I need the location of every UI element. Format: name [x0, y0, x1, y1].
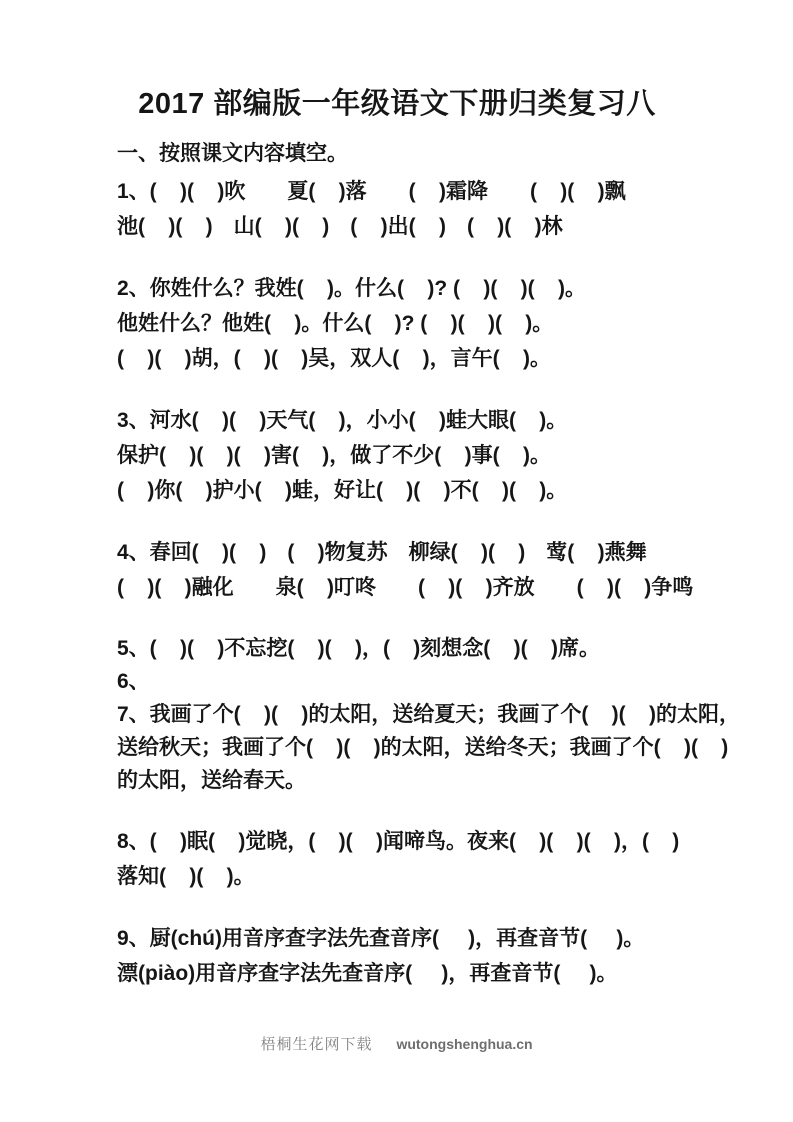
question-2-line-2: 他姓什么？他姓( )。什么( )? ( )( )( )。	[117, 312, 554, 335]
question-2	[117, 271, 677, 376]
question-4-line-1: 4、春回( )( ) ( )物复苏 柳绿( )( ) 莺( )燕舞	[117, 541, 647, 564]
question-5-line-1: 5、( )( )不忘挖( )( )，( )刻想念( )( )席。	[117, 637, 600, 660]
footer-site-name: 梧桐生花网下载	[260, 1037, 373, 1053]
question-3-line-1: 3、河水( )( )天气( )，小小( )蛙大眼( )。	[117, 409, 568, 432]
question-3	[117, 403, 677, 508]
question-2-line-1: 2、你姓什么？我姓( )。什么( )? ( )( )( )。	[117, 277, 586, 300]
question-8-line-1: 8、( )眠( )觉晓，( )( )闻啼鸟。夜来( )( )( )，( )	[117, 830, 680, 853]
question-1-line-1: 1、( )( )吹 夏( )落 ( )霜降 ( )( )飘	[117, 180, 626, 203]
question-1	[117, 174, 677, 244]
document-body	[117, 84, 740, 991]
question-2-line-3: ( )( )胡，( )( )吴，双人( )，言午( )。	[117, 347, 551, 370]
question-4-line-2: ( )( )融化 泉( )叮咚 ( )( )齐放 ( )( )争鸣	[117, 576, 694, 599]
question-9-line-1: 9、厨(chú)用音序查字法先查音序( )，再查音节( )。	[117, 927, 645, 950]
question-4	[117, 535, 694, 605]
question-7-line-1: 7、我画了个( )( )的太阳，送给夏天；我画了个( )( )的太阳，	[117, 703, 740, 726]
question-6-line-1: 6、	[117, 670, 150, 693]
question-3-line-2: 保护( )( )( )害( )，做了不少( )事( )。	[117, 444, 551, 467]
question-8-line-2: 落知( )( )。	[117, 865, 255, 888]
page-title: 2017 部编版一年级语文下册归类复习八	[138, 88, 656, 120]
question-7-line-3: 的太阳，送给春天。	[117, 769, 306, 792]
question-1-line-2: 池( )( ) 山( )( ) ( )出( ) ( )( )林	[117, 215, 563, 238]
question-8	[117, 824, 680, 894]
question-9	[117, 921, 677, 991]
section-heading: 一、按照课文内容填空。	[117, 142, 348, 165]
page-footer	[0, 1033, 793, 1054]
question-9-line-2: 漂(piào)用音序查字法先查音序( )，再查音节( )。	[117, 962, 618, 985]
question-7-line-2: 送给秋天；我画了个( )( )的太阳，送给冬天；我画了个( )( )	[117, 736, 729, 759]
question-3-line-3: ( )你( )护小( )蛙，好让( )( )不( )( )。	[117, 479, 568, 502]
questions-5-6-7	[117, 632, 740, 797]
footer-site-url: wutongshenghua.cn	[396, 1036, 533, 1052]
